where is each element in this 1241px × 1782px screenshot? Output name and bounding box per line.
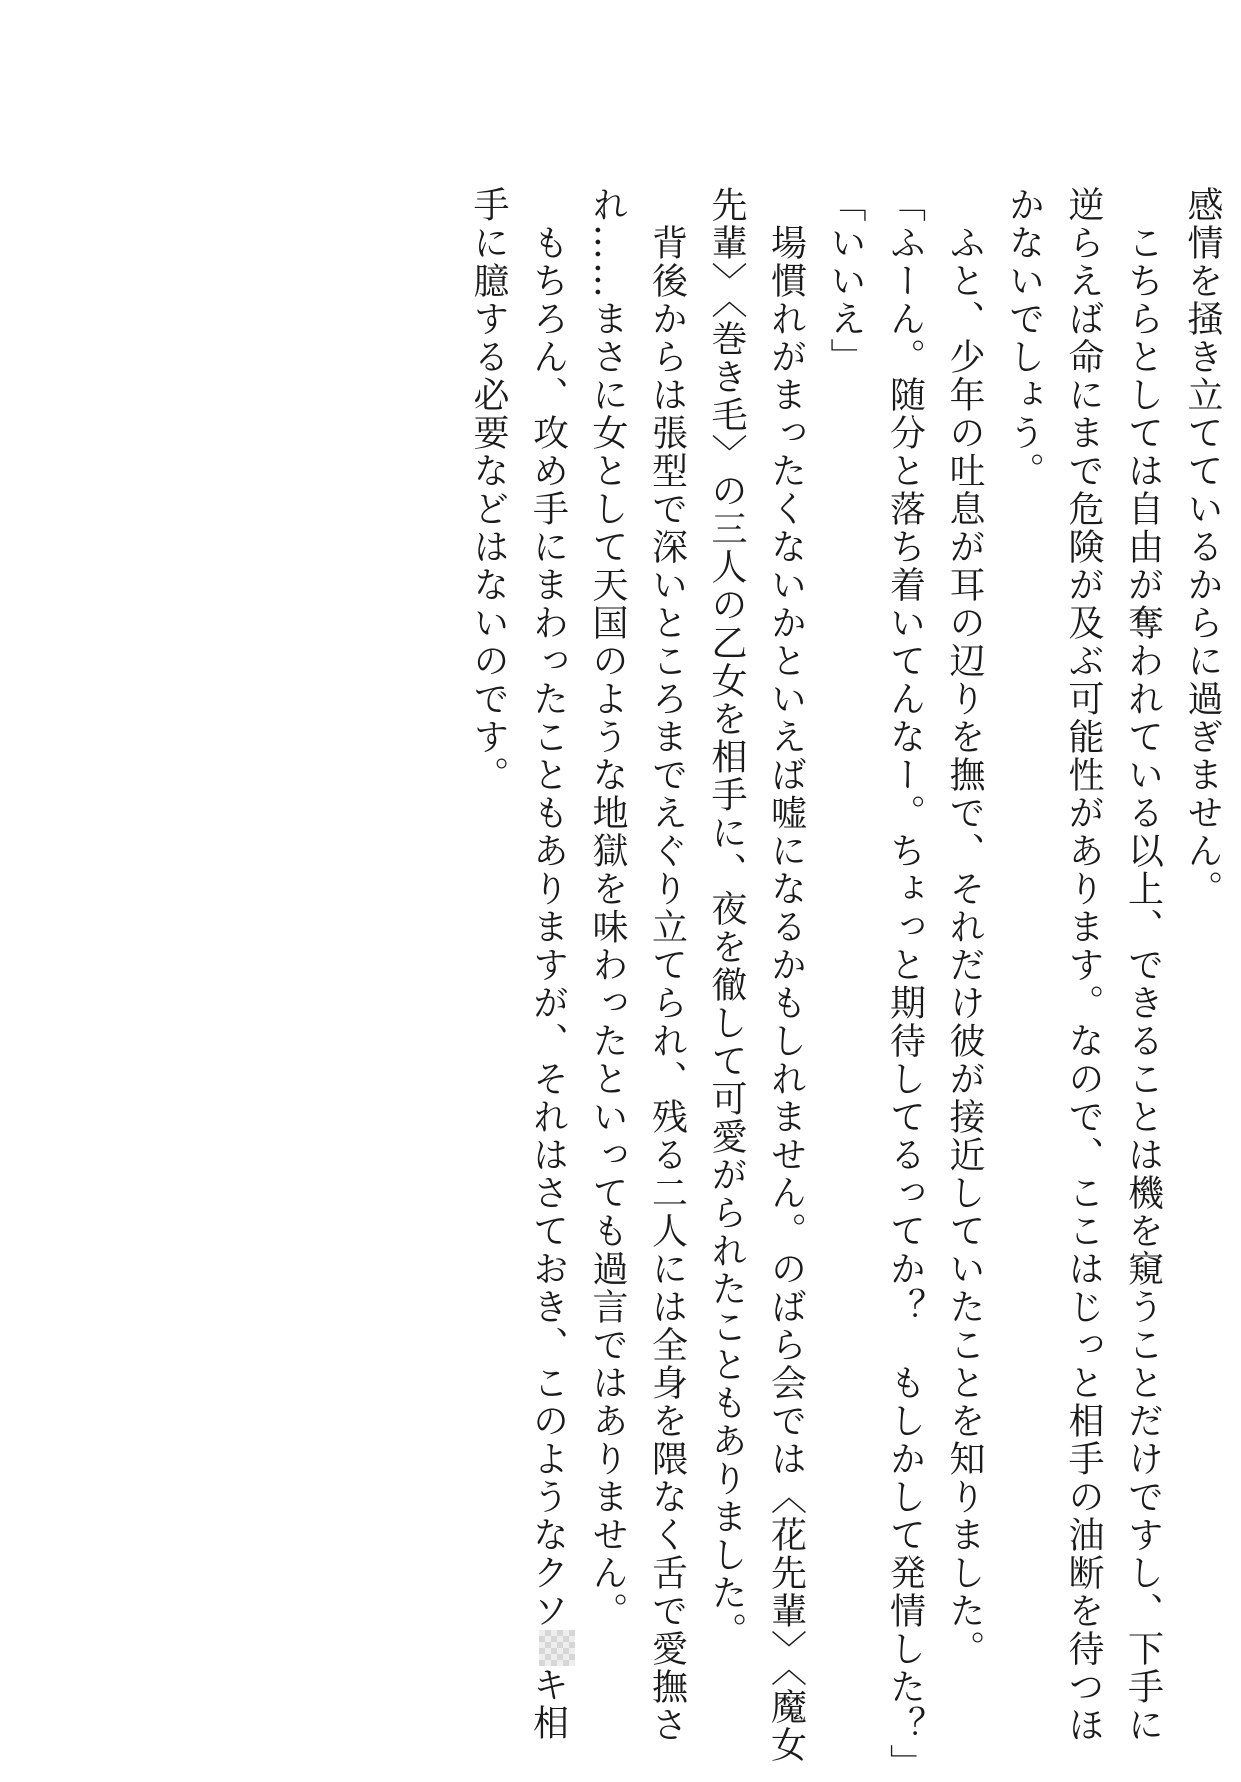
text-line-12-main: もちろん、攻め手にまわったこともありますが、それはさておき、このようなクソ bbox=[527, 186, 569, 1630]
text-line-5: ふと、少年の吐息が耳の辺りを撫で、それだけ彼が接近していたことを知りました。 bbox=[944, 186, 985, 1668]
text-line-4: かないでしょう。 bbox=[1003, 186, 1045, 490]
text-line-12 bbox=[518, 186, 578, 1742]
text-line-2: こちらとしては自由が奪われている以上、できることは機を窺うことだけですし、下手に bbox=[1122, 186, 1164, 1744]
mosaic-redaction bbox=[539, 1630, 575, 1666]
text-line-9: 先輩〉〈巻き毛〉の三人の乙女を相手に、夜を徹して可愛がられたこともありました。 bbox=[706, 186, 747, 1650]
text-line-1: 感情を掻き立てているからに過ぎません。 bbox=[1182, 186, 1223, 908]
text-line-13: 手に臆する必要などはないのです。 bbox=[468, 186, 509, 794]
text-line-8: 場慣れがまったくないかといえば嘘になるかもしれません。のばら会では〈花先輩〉〈魔女 bbox=[765, 186, 807, 1764]
vertical-text-body bbox=[200, 186, 1232, 1782]
text-line-10: 背後からは張型で深いところまでえぐり立てられ、残る二人には全身を隈なく舌で愛撫さ bbox=[646, 186, 688, 1744]
text-line-11: れ……まさに女として天国のような地獄を味わったといっても過言ではありません。 bbox=[587, 186, 628, 1630]
text-line-6: 「ふーん。随分と落ち着いてんなー。ちょっと期待してるってか？ もしかして発情した？」 bbox=[884, 186, 926, 1782]
text-line-3: 逆らえば命にまで危険が及ぶ可能性があります。なので、ここはじっと相手の油断を待つほ bbox=[1063, 186, 1104, 1744]
text-line-7: 「いいえ」 bbox=[825, 186, 866, 376]
text-line-12-suffix: キ相 bbox=[527, 1666, 569, 1742]
